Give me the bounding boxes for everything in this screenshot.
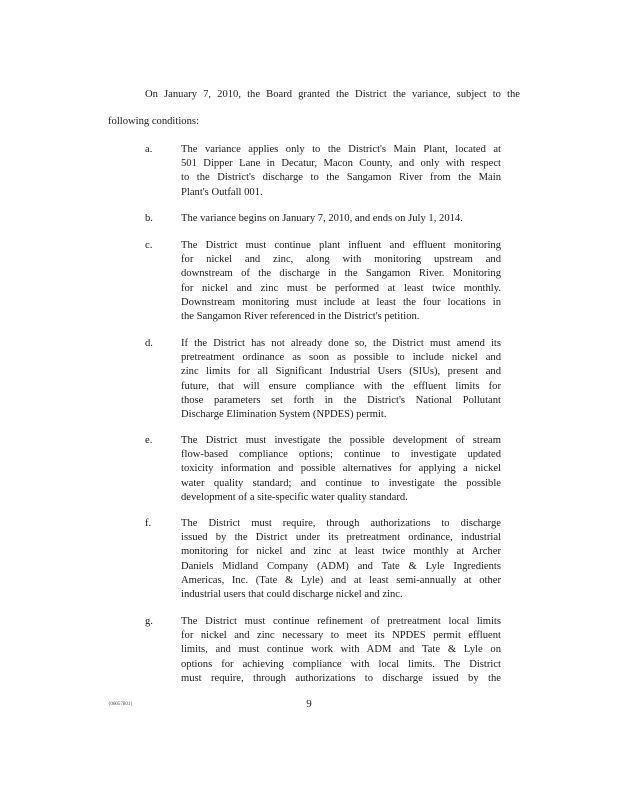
condition-line: for nickel and zinc necessary to meet its NPDES permit effluent — [181, 630, 501, 642]
intro-line-1: On January 7, 2010, the Board granted the District the variance, subject to the — [145, 89, 520, 100]
condition-line: limits, and must continue work with ADM and Tate & Lyle on — [181, 644, 501, 656]
condition-line: The variance applies only to the District's Main Plant, located at — [181, 144, 501, 155]
condition-body — [181, 143, 501, 200]
condition-line: for nickel and zinc, along with monitoring upstream and — [181, 254, 501, 266]
condition-line: zinc limits for all Significant Industrial Users (SIUs), present and — [181, 366, 501, 378]
condition-line: monitoring for nickel and zinc at least twice monthly at Archer — [181, 546, 501, 558]
condition-body — [181, 517, 501, 602]
condition-line: must require, through authorizations to discharge issued by the — [181, 672, 501, 684]
condition-body — [181, 615, 501, 686]
condition-letter: f. — [145, 518, 152, 529]
condition-body — [181, 212, 501, 226]
condition-line: The District must investigate the possible development of stream — [181, 435, 501, 446]
condition-letter: d. — [145, 338, 153, 349]
condition-body — [181, 434, 501, 505]
condition-line: the Sangamon River referenced in the District's petition. — [181, 311, 420, 323]
condition-line: Daniels Midland Company (ADM) and Tate & Lyle Ingredients — [181, 560, 501, 572]
condition-line: Downstream monitoring must include at least the four locations in — [181, 296, 501, 308]
condition-line: 501 Dipper Lane in Decatur, Macon County, and only with respect — [181, 158, 501, 170]
condition-line: flow-based compliance options; continue to investigate updated — [181, 449, 501, 461]
condition-line: The variance begins on January 7, 2010, and ends on July 1, 2014. — [181, 213, 463, 224]
condition-line: water quality standard; and continue to investigate the possible — [181, 477, 501, 489]
condition-line: development of a site-specific water quality standard. — [181, 491, 408, 503]
condition-line: industrial users that could discharge nickel and zinc. — [181, 589, 403, 601]
condition-body — [181, 239, 501, 324]
condition-line: Discharge Elimination System (NPDES) permit. — [181, 409, 387, 421]
condition-letter: a. — [145, 144, 153, 155]
condition-line: toxicity information and possible alternatives for applying a nickel — [181, 463, 501, 475]
page-number: 9 — [306, 698, 312, 710]
condition-body — [181, 337, 501, 422]
condition-line: The District must continue refinement of pretreatment local limits — [181, 616, 501, 627]
condition-line: pretreatment ordinance as soon as possible to include nickel and — [181, 352, 501, 364]
condition-letter: g. — [145, 616, 153, 627]
condition-line: options for achieving compliance with local limits. The District — [181, 658, 501, 670]
condition-line: Plant's Outfall 001. — [181, 186, 263, 198]
condition-line: those parameters set forth in the District's National Pollutant — [181, 394, 501, 406]
condition-line: downstream of the discharge in the Sangamon River. Monitoring — [181, 268, 501, 280]
condition-letter: c. — [145, 240, 153, 251]
document-id: {00057801} — [108, 702, 133, 707]
intro-paragraph — [108, 88, 520, 129]
condition-letter: b. — [145, 213, 153, 224]
condition-line: to the District's discharge to the Sangamon River from the Main — [181, 172, 501, 184]
condition-line: If the District has not already done so, the District must amend its — [181, 338, 501, 349]
condition-line: The District must require, through authorizations to discharge — [181, 518, 501, 529]
condition-line: The District must continue plant influent and effluent monitoring — [181, 240, 501, 251]
condition-line: issued by the District under its pretreatment ordinance, industrial — [181, 532, 501, 544]
condition-line: Americas, Inc. (Tate & Lyle) and at least semi-annually at other — [181, 574, 501, 586]
condition-line: for nickel and zinc must be performed at least twice monthly. — [181, 282, 501, 294]
condition-line: future, that will ensure compliance with the effluent limits for — [181, 380, 501, 392]
intro-line-2: following conditions: — [108, 116, 199, 128]
condition-letter: e. — [145, 435, 153, 446]
